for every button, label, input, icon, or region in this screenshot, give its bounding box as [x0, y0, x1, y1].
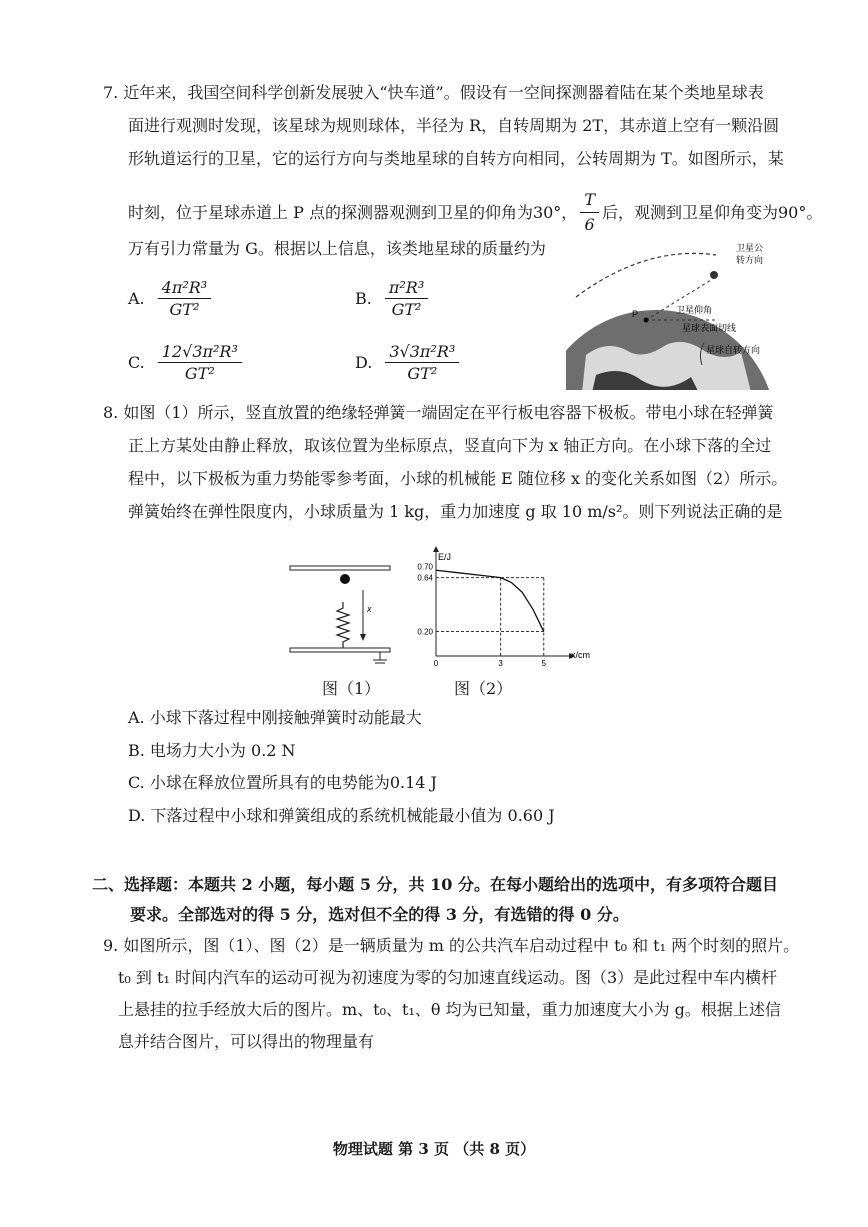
q8-option-d[interactable]: D. 下落过程中小球和弹簧组成的系统机械能最小值为 0.60 J [128, 806, 555, 825]
q7-option-b[interactable] [355, 278, 431, 319]
q8-option-a[interactable]: A. 小球下落过程中刚接触弹簧时动能最大 [128, 708, 422, 727]
point-p-label: P [632, 309, 639, 319]
y-tick-label: 0.64 [417, 573, 433, 583]
page-footer: 物理试题 第 3 页 （共 8 页） [332, 1140, 536, 1158]
upper-plate [290, 566, 390, 570]
option-numerator: 3√3π²R³ [385, 342, 459, 363]
q8-line-3: 程中，以下极板为重力势能零参考面，小球的机械能 E 随位移 x 的变化关系如图（2）所示。 [128, 469, 788, 488]
q7-line-4-tail: 后，观测到卫星仰角变为90°。 [601, 202, 823, 222]
satellite-direction-label-2: 转方向 [736, 255, 764, 265]
y-tick-label: 0.20 [417, 627, 433, 637]
q7-line-3: 形轨道运行的卫星，它的运行方向与类地星球的自转方向相同，公转周期为 T。如图所示，某 [128, 149, 784, 168]
q9-line-2: t₀ 到 t₁ 时间内汽车的运动可视为初速度为零的匀加速直线运动。图（3）是此过程中车内横杆 [118, 968, 778, 987]
q7-option-c[interactable] [128, 342, 245, 383]
q8-line-2: 正上方某处由静止释放，取该位置为坐标原点，竖直向下为 x 轴正方向。在小球下落的全过 [128, 436, 772, 455]
q7-option-a[interactable] [128, 278, 214, 319]
fraction-numerator: T [580, 189, 599, 213]
option-denominator: GT² [169, 300, 200, 319]
option-label: B. [355, 289, 372, 308]
option-numerator: 4π²R³ [158, 278, 212, 299]
option-numerator: 12√3π²R³ [158, 342, 242, 363]
spring [337, 602, 349, 648]
section-2-rules: 要求。全部选对的得 5 分，选对但不全的得 3 分，有选错的得 0 分。 [130, 905, 629, 924]
y-axis-label: E/J [438, 552, 452, 562]
q9-line-1: 9. 如图所示，图（1）、图（2）是一辆质量为 m 的公共汽车启动过程中 t₀ 和 t₁ 两个时刻的照片。 [103, 936, 800, 955]
q7-option-d[interactable] [355, 342, 462, 383]
x-tick-label: 3 [498, 659, 503, 668]
option-label: A. [128, 289, 145, 308]
x-axis-label: x/cm [571, 650, 590, 660]
q7-time-fraction [580, 189, 599, 236]
q7-line-1: 7. 近年来，我国空间科学创新发展驶入“快车道”。假设有一空间探测器着陆在某个类地星球表 [103, 83, 764, 102]
lower-plate [290, 648, 390, 652]
q7-planet-figure [566, 235, 786, 390]
option-label: C. [128, 353, 145, 372]
option-numerator: π²R³ [385, 278, 428, 299]
satellite-orbit [576, 253, 716, 297]
q7-line-2: 面进行观测时发现，该星球为规则球体，半径为 R，自转周期为 2T，其赤道上空有一颗沿圆 [128, 116, 780, 135]
q7-line-4 [128, 189, 822, 236]
q7-line-4-text: 时刻，位于星球赤道上 P 点的探测器观测到卫星的仰角为30°， [128, 202, 578, 222]
arrow-head [360, 634, 366, 641]
elevation-label: 卫星仰角 [676, 305, 713, 315]
point-p [644, 318, 649, 323]
q9-line-3: 上悬挂的拉手经放大后的图片。m、t₀、t₁、θ 均为已知量，重力加速度大小为 g。根据上述信 [118, 1000, 781, 1019]
q8-line-1: 8. 如图（1）所示，竖直放置的绝缘轻弹簧一端固定在平行板电容器下极板。带电小球在轻弹簧 [103, 403, 774, 422]
q8-energy-chart [408, 548, 590, 668]
fig1-caption: 图（1） [322, 679, 381, 698]
option-denominator: GT² [391, 300, 422, 319]
fig1-x-label: x [367, 604, 372, 614]
satellite-direction-label-1: 卫星公 [736, 243, 764, 253]
charged-ball [340, 574, 350, 584]
tangent-label: 星球表面切线 [682, 323, 737, 333]
energy-curve [436, 570, 544, 631]
q8-figure-1 [285, 560, 400, 670]
x-tick-label: 5 [541, 659, 546, 668]
q8-option-c[interactable]: C. 小球在释放位置所具有的电势能为0.14 J [128, 773, 437, 792]
option-denominator: GT² [407, 364, 438, 383]
fraction-denominator: 6 [584, 215, 595, 234]
y-tick-label: 0.70 [417, 562, 433, 572]
x-tick-label: 0 [433, 659, 439, 668]
satellite-icon [710, 271, 718, 279]
option-label: D. [355, 353, 373, 372]
q8-line-4: 弹簧始终在弹性限度内，小球质量为 1 kg，重力加速度 g 取 10 m/s²。则下列说法正确的是 [128, 502, 783, 521]
rotation-label: 星球自转方向 [706, 345, 761, 355]
section-2-heading: 二、选择题：本题共 2 小题，每小题 5 分，共 10 分。在每小题给出的选项中，有多项符合题目 [92, 875, 778, 894]
option-denominator: GT² [184, 364, 215, 383]
q9-line-4: 息并结合图片，可以得出的物理量有 [118, 1032, 375, 1051]
q8-option-b[interactable]: B. 电场力大小为 0.2 N [128, 741, 296, 760]
q7-line-5: 万有引力常量为 G。根据以上信息，该类地星球的质量约为 [128, 239, 546, 258]
fig2-caption: 图（2） [454, 679, 513, 698]
